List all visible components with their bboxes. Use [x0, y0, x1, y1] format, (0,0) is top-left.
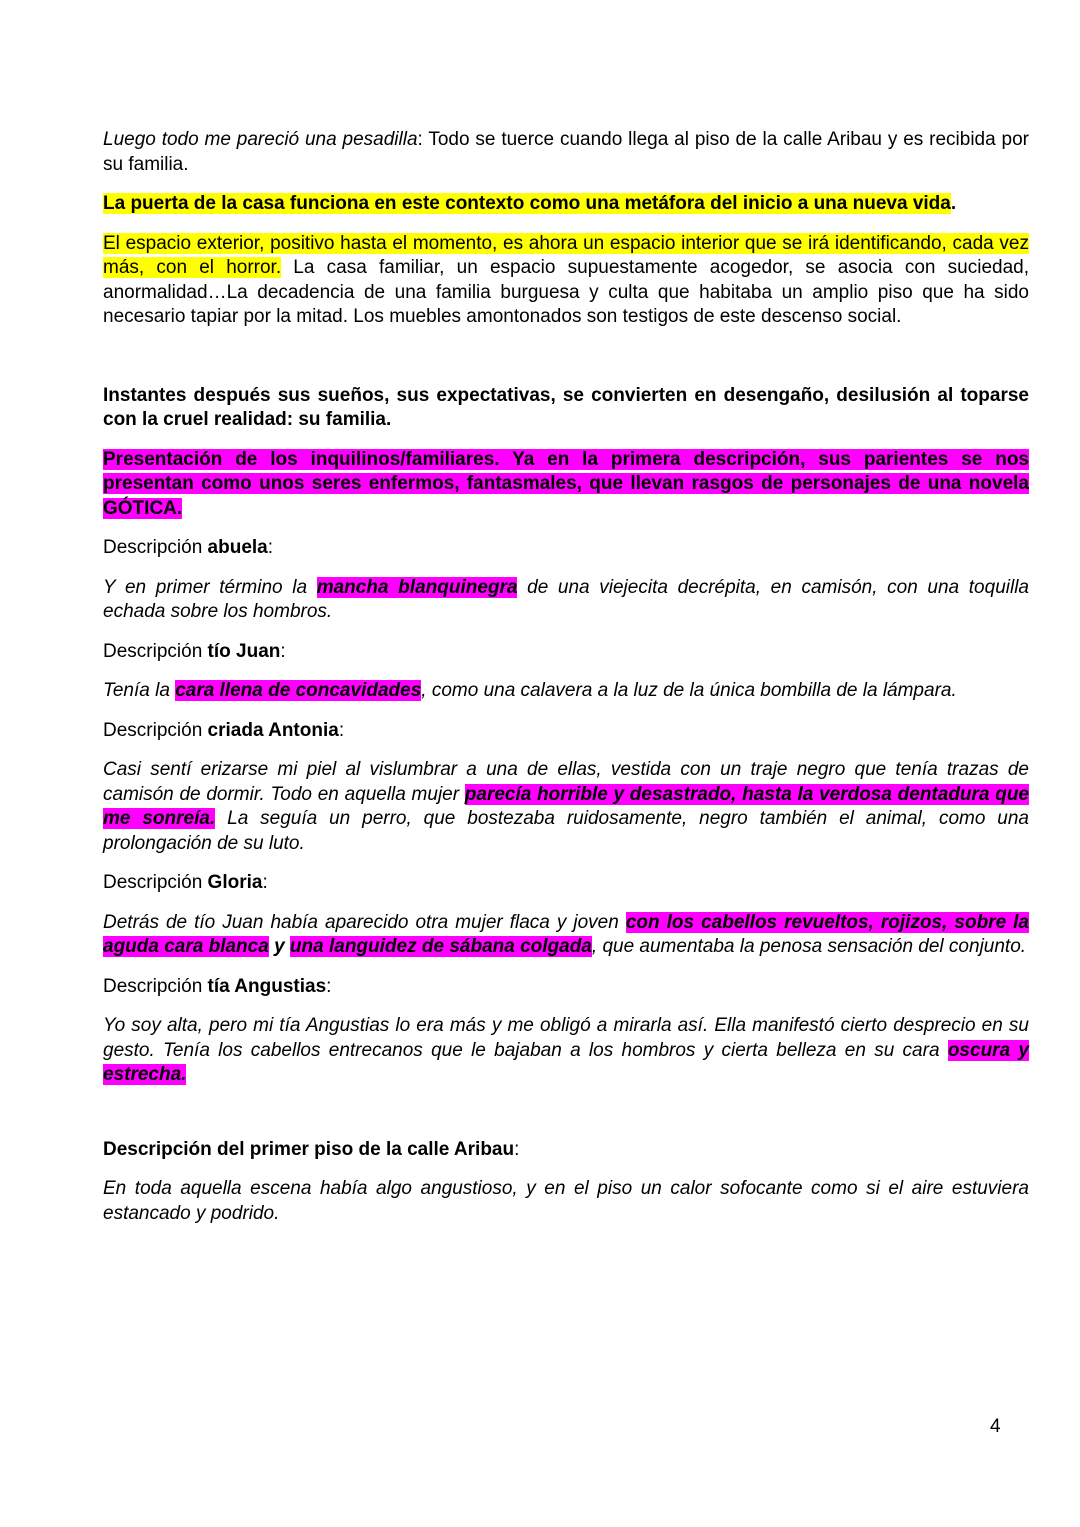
- antonia-highlight: parecía horrible y desastrado, hasta la verdosa dentadura que me sonreía.: [103, 783, 1029, 829]
- juan-label: Descripción tío Juan:: [103, 640, 286, 662]
- gloria-highlight-hair: con los cabellos revueltos, rojizos, sobre la aguda cara blanca: [103, 911, 1030, 957]
- spacer: [103, 345, 1029, 384]
- door-metaphor-paragraph: [103, 192, 1029, 217]
- space-text: La casa familiar, un espacio supuestamente acogedor, se asocia con suciedad, anormalidad…La decadencia de una familia burguesa y culta que habitaba un amplio piso que ha sido necesario tapiar por la mitad. Los muebles amontonados son testigos de este descenso social.: [103, 257, 1029, 327]
- intro-paragraph: [103, 128, 1029, 177]
- antonia-label: Descripción criada Antonia:: [103, 719, 345, 741]
- disillusion-heading: Instantes después sus sueños, sus expectativas, se convierten en desengaño, desilusión al toparse con la cruel realidad: su familia.: [103, 384, 1029, 430]
- tenants-paragraph: [103, 448, 1029, 522]
- abuela-highlight: mancha blanquinegra: [316, 576, 518, 598]
- space-paragraph: [103, 232, 1029, 330]
- angustias-highlight: oscura y estrecha.: [103, 1039, 1029, 1085]
- gloria-quote: Detrás de tío Juan había aparecido otra mujer flaca y joven con los cabellos revueltos, rojizos, sobre la aguda cara blanca y una languidez de sábana colgada, que aumentaba la penosa sensación del conjunto.: [103, 911, 1030, 957]
- angustias-quote: Yo soy alta, pero mi tía Angustias lo era más y me obligó a mirarla así. Ella manifestó cierto desprecio en su gesto. Tenía los cabellos entrecanos que le bajaban a los hombros y cierta belleza en su cara oscura y estrecha.: [103, 1015, 1029, 1085]
- antonia-quote: Casi sentí erizarse mi piel al vislumbrar a una de ellas, vestida con un traje negro que tenía trazas de camisón de dormir. Todo en aquella mujer parecía horrible y desastrado, hasta la verdosa dentadura que me sonreía. La seguía un perro, que bostezaba ruidosamente, negro también el animal, como una prolongación de su luto.: [103, 759, 1030, 854]
- spacer: [103, 1103, 1029, 1138]
- piso-heading: Descripción del primer piso de la calle Aribau:: [103, 1138, 520, 1160]
- gloria-label: Descripción Gloria:: [103, 872, 268, 893]
- door-metaphor-highlight: La puerta de la casa funciona en este contexto como una metáfora del inicio a una nueva vida: [103, 193, 951, 214]
- piso-quote: En toda aquella escena había algo angustioso, y en el piso un calor sofocante como si el aire estuviera estancado y podrido.: [103, 1178, 1029, 1224]
- abuela-name: abuela: [207, 537, 268, 558]
- antonia-name: criada Antonia: [207, 719, 339, 741]
- quote-pesadilla: Luego todo me pareció una pesadilla: [103, 129, 418, 150]
- gloria-name: Gloria: [207, 872, 263, 893]
- abuela-label: Descripción abuela:: [103, 537, 274, 558]
- space-highlight: El espacio exterior, positivo hasta el momento, es ahora un espacio interior que se irá identificando, cada vez más, con el horror.: [103, 232, 1029, 278]
- juan-quote: Tenía la cara llena de concavidades, como una calavera a la luz de la única bombilla de la lámpara.: [103, 680, 957, 701]
- juan-highlight: cara llena de concavidades: [175, 680, 422, 701]
- page-number: 4: [990, 1416, 1001, 1437]
- angustias-label: Descripción tía Angustias:: [103, 975, 332, 997]
- tenants-highlight: Presentación de los inquilinos/familiares. Ya en la primera descripción, sus parientes se nos presentan como unos seres enfermos, fantasmales, que llevan rasgos de personajes de una novela GÓTICA.: [103, 448, 1029, 519]
- juan-name: tío Juan: [207, 640, 281, 662]
- intro-text: : Todo se tuerce cuando llega al piso de la calle Aribau y es recibida por su familia.: [103, 129, 1029, 175]
- document-page: [103, 128, 1029, 1241]
- gloria-highlight-languor: una languidez de sábana colgada: [289, 936, 592, 957]
- angustias-name: tía Angustias: [207, 975, 327, 997]
- door-metaphor-end: .: [950, 193, 957, 214]
- abuela-quote: Y en primer término la mancha blanquinegra de una viejecita decrépita, en camisón, con una toquilla echada sobre los hombros.: [103, 576, 1029, 622]
